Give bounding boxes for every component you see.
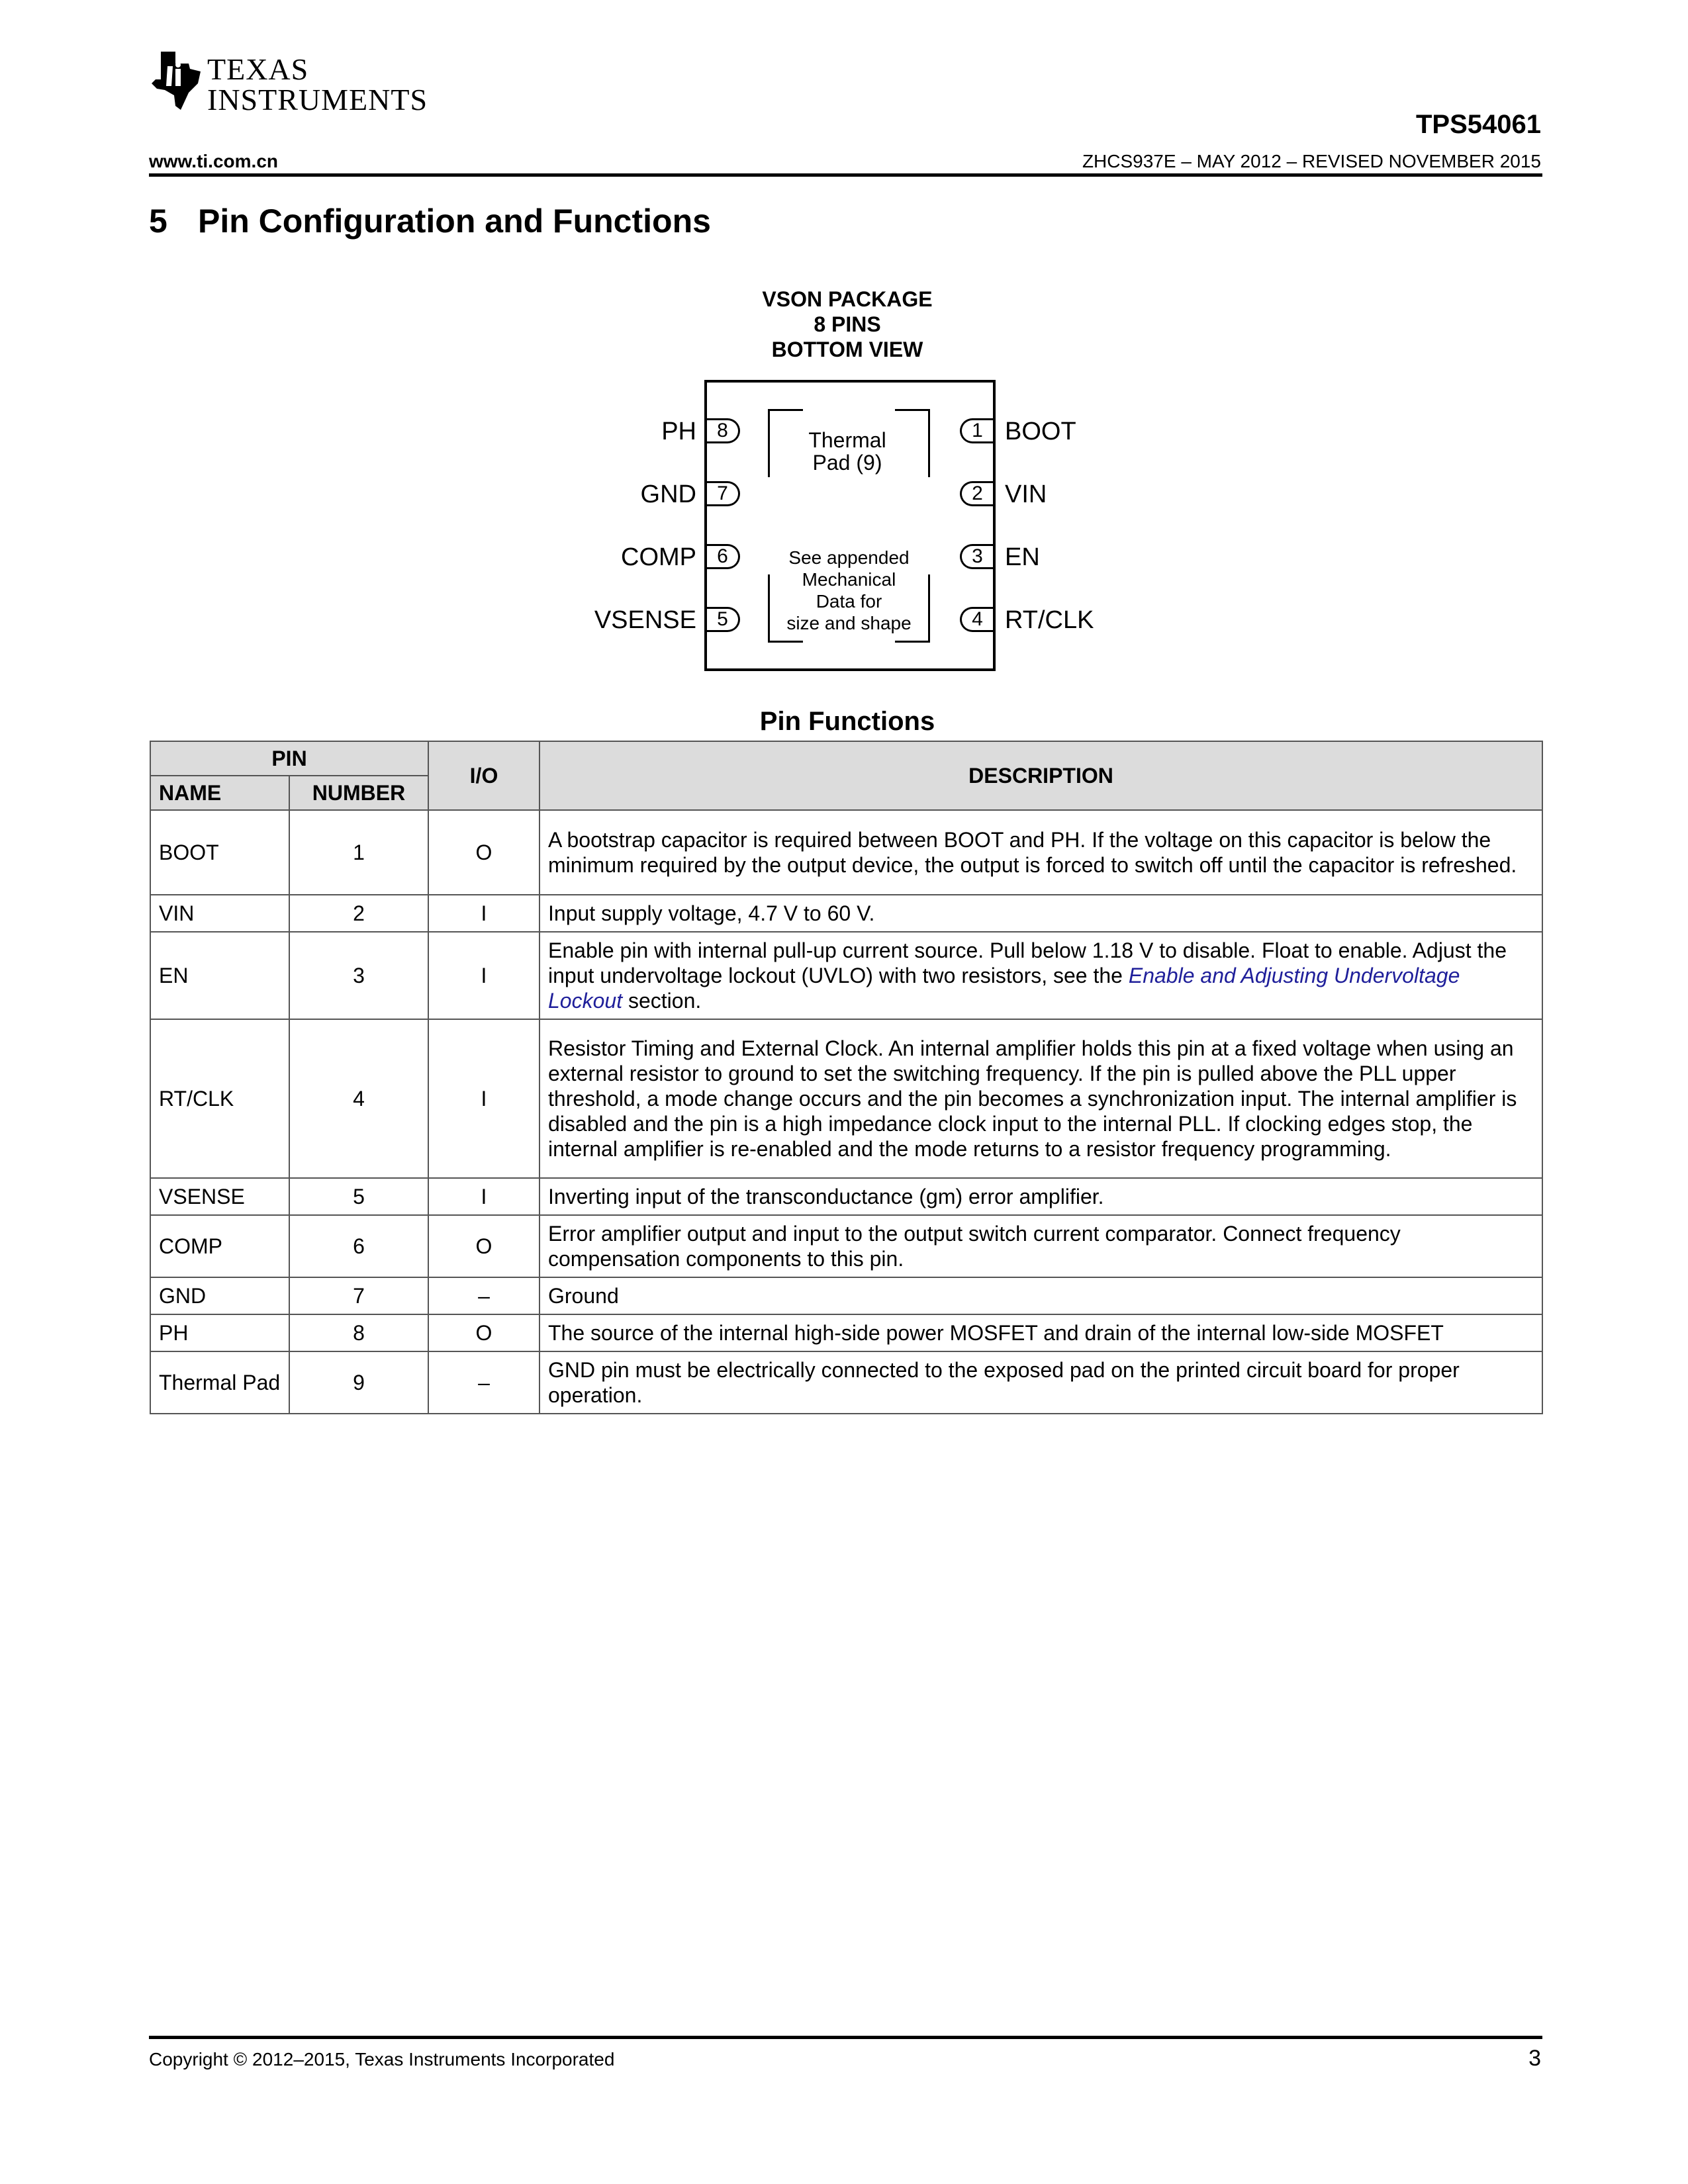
cell-description: A bootstrap capacitor is required between BOOT and PH. If the voltage on this capacitor is below the minimum required by the output device, the output is forced to switch off until the capacitor is refreshed.: [539, 810, 1542, 895]
cell-io: O: [428, 1215, 539, 1277]
pin-number-6: 6: [707, 544, 740, 569]
cell-name: BOOT: [150, 810, 289, 895]
cell-description: Error amplifier output and input to the output switch current comparator. Connect frequency compensation components to this pin.: [539, 1215, 1542, 1277]
table-title: Pin Functions: [759, 707, 935, 736]
table-row: [150, 1215, 1542, 1277]
header-pin: PIN: [150, 741, 428, 776]
header-io: I/O: [428, 741, 539, 810]
doc-id: TPS54061: [1415, 110, 1541, 139]
pin-number-1: 1: [960, 418, 993, 443]
section-number: 5: [149, 203, 167, 240]
table-row: [150, 1019, 1542, 1178]
table-row: [150, 1277, 1542, 1314]
note-line4: size and shape: [786, 613, 912, 633]
pin-label-gnd: GND: [640, 480, 696, 508]
package-caption-line2: 8 PINS: [814, 312, 881, 336]
table-row: [150, 810, 1542, 895]
cell-io: I: [428, 1178, 539, 1215]
cell-name: EN: [150, 932, 289, 1019]
cell-number: 1: [289, 810, 428, 895]
table-row: [150, 1314, 1542, 1351]
cell-io: –: [428, 1277, 539, 1314]
package-caption-line3: BOTTOM VIEW: [771, 338, 923, 361]
header-name: NAME: [150, 776, 289, 810]
pin-number-8: 8: [707, 418, 740, 443]
cell-number: 8: [289, 1314, 428, 1351]
page-number: 3: [1528, 2046, 1541, 2071]
cell-name: PH: [150, 1314, 289, 1351]
section-title-text: Pin Configuration and Functions: [198, 203, 711, 240]
cell-number: 7: [289, 1277, 428, 1314]
cell-io: I: [428, 895, 539, 932]
pin-functions-table: [150, 741, 1543, 1414]
cell-io: O: [428, 1314, 539, 1351]
cell-description: The source of the internal high-side power MOSFET and drain of the internal low-side MOSFET: [539, 1314, 1542, 1351]
header-rule: [149, 173, 1542, 177]
cell-name: COMP: [150, 1215, 289, 1277]
pin-label-rtclk: RT/CLK: [1005, 606, 1094, 634]
footer-rule: [149, 2036, 1542, 2039]
cell-number: 4: [289, 1019, 428, 1178]
header-description: DESCRIPTION: [539, 741, 1542, 810]
header-number: NUMBER: [289, 776, 428, 810]
pin-number-3: 3: [960, 544, 993, 569]
table-row: [150, 1351, 1542, 1414]
table-row: [150, 932, 1542, 1019]
pin-label-en: EN: [1005, 543, 1040, 571]
logo-line2: INSTRUMENTS: [207, 83, 428, 116]
ti-logo: [149, 49, 428, 116]
cell-number: 6: [289, 1215, 428, 1277]
package-caption: [712, 287, 983, 362]
cell-name: VSENSE: [150, 1178, 289, 1215]
cell-number: 2: [289, 895, 428, 932]
cell-description: Input supply voltage, 4.7 V to 60 V.: [539, 895, 1542, 932]
cell-io: O: [428, 810, 539, 895]
pin-number-2: 2: [960, 481, 993, 506]
description-text: Enable pin with internal pull-up current source. Pull below 1.18 V to disable. Float to enable. Adjust the input undervoltage lockout (UVLO) with two resistors, see the: [548, 938, 1507, 987]
description-text: section.: [622, 989, 702, 1013]
pad-line2: Pad (9): [812, 451, 882, 475]
cell-description: GND pin must be electrically connected to the exposed pad on the printed circuit board for proper operation.: [539, 1351, 1542, 1414]
copyright: Copyright © 2012–2015, Texas Instruments Incorporated: [149, 2049, 615, 2070]
note-line3: Data for: [816, 591, 882, 612]
pin-label-comp: COMP: [621, 543, 696, 571]
revision-info: ZHCS937E – MAY 2012 – REVISED NOVEMBER 2015: [1082, 151, 1541, 171]
pin-number-4: 4: [960, 607, 993, 632]
table-row: [150, 895, 1542, 932]
cell-name: VIN: [150, 895, 289, 932]
cell-io: I: [428, 1019, 539, 1178]
cell-name: Thermal Pad: [150, 1351, 289, 1414]
table-row: [150, 1178, 1542, 1215]
pin-label-vsense: VSENSE: [594, 606, 696, 634]
pin-number-5: 5: [707, 607, 740, 632]
site-link[interactable]: www.ti.com.cn: [149, 151, 278, 171]
cell-description: Resistor Timing and External Clock. An internal amplifier holds this pin at a fixed voltage when using an external resistor to ground to set the switching frequency. If the pin is pulled above the PLL upper threshold, a mode change occurs and the pin becomes a synchronization input. The internal amplifier is disabled and the pin is a high impedance clock input to the internal PLL. If clocking edges stop, the internal amplifier is re-enabled and the mode returns to a resistor frequency programming.: [539, 1019, 1542, 1178]
cell-description: Ground: [539, 1277, 1542, 1314]
pad-line1: Thermal: [808, 428, 886, 452]
uvlo-section-link[interactable]: Enable and Adjusting Undervoltage Lockout: [548, 964, 1460, 1013]
pin-label-boot: BOOT: [1005, 418, 1076, 445]
pin-label-vin: VIN: [1005, 480, 1047, 508]
pin-label-ph: PH: [661, 418, 696, 445]
cell-name: RT/CLK: [150, 1019, 289, 1178]
cell-number: 9: [289, 1351, 428, 1414]
texas-state-icon: [149, 49, 202, 113]
mechanical-note: [771, 547, 927, 634]
cell-number: 5: [289, 1178, 428, 1215]
note-line1: See appended: [788, 547, 910, 568]
cell-name: GND: [150, 1277, 289, 1314]
cell-description: [539, 932, 1542, 1019]
logo-line1: TEXAS: [207, 52, 309, 86]
pin-number-7: 7: [707, 481, 740, 506]
section-title: [149, 202, 711, 240]
thermal-pad-label: [781, 429, 914, 474]
package-caption-line1: VSON PACKAGE: [762, 287, 933, 311]
cell-io: –: [428, 1351, 539, 1414]
cell-number: 3: [289, 932, 428, 1019]
cell-description: Inverting input of the transconductance (gm) error amplifier.: [539, 1178, 1542, 1215]
note-line2: Mechanical: [802, 569, 896, 590]
cell-io: I: [428, 932, 539, 1019]
